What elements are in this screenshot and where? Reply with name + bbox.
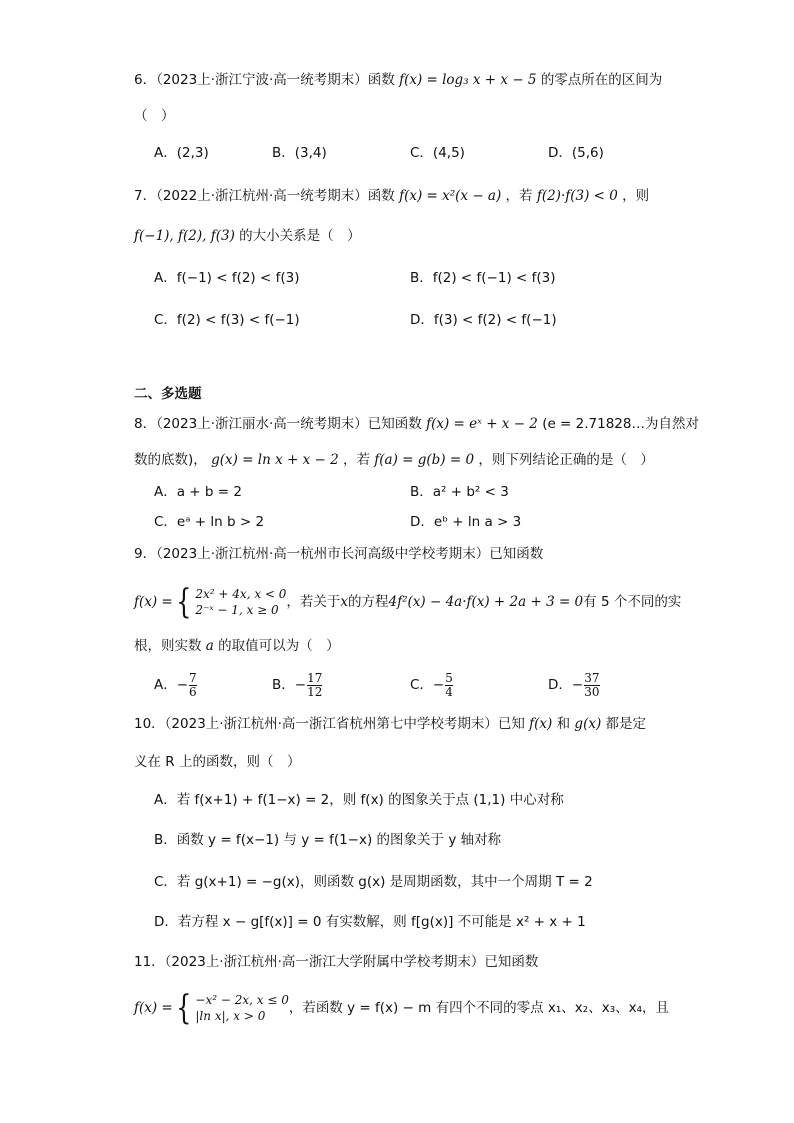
q9-var-a: a <box>205 638 214 654</box>
q9-line2 <box>134 582 681 622</box>
q9-option-a-num: 7 <box>189 670 197 685</box>
q9-option-a <box>154 668 198 702</box>
q11-brace: { <box>175 988 192 1028</box>
q9-case1: 2x² + 4x, x < 0 <box>195 587 287 601</box>
q9-mid2: 的方程 <box>348 594 389 610</box>
q11-tail: ，若函数 y = f(x) − m 有四个不同的零点 x₁、x₂、x₃、x₄，且 <box>288 1000 670 1016</box>
q10-f: f(x) <box>529 716 553 732</box>
q8-note: (e = 2.71828…为自然对 <box>542 416 699 432</box>
q9-tail: 有 5 个不同的实 <box>583 594 682 610</box>
q10-option-b: B．函数 y = f(x−1) 与 y = f(1−x) 的图象关于 y 轴对称 <box>154 832 502 848</box>
q7-option-a: A．f(−1) < f(2) < f(3) <box>154 270 300 286</box>
q8-line2-post: ，则下列结论正确的是（ ） <box>478 452 654 468</box>
q9-stem: 9．（2023上·浙江杭州·高一杭州市长河高级中学校考期末）已知函数 <box>134 546 544 562</box>
q10-tail: 都是定 <box>605 716 647 732</box>
q11-line2 <box>134 988 669 1028</box>
q7-option-c: C．f(2) < f(3) < f(−1) <box>154 312 300 328</box>
q9-option-a-den: 6 <box>189 684 197 699</box>
q7-line2-formula: f(−1), f(2), f(3) <box>134 228 235 244</box>
q10-option-d: D．若方程 x − g[f(x)] = 0 有实数解，则 f[g(x)] 不可能是 x² + x + 1 <box>154 914 586 930</box>
q11-case1: −x² − 2x, x ≤ 0 <box>195 993 289 1007</box>
q9-brace: { <box>175 582 192 622</box>
q6-option-a: A．(2,3) <box>154 145 209 161</box>
q11-f-label: f(x) = <box>134 1000 173 1016</box>
q9-cases <box>195 586 286 618</box>
q10-and: 和 <box>556 716 571 732</box>
q9-option-b-label: B．− <box>272 677 307 693</box>
q6-option-c: C．(4,5) <box>410 145 465 161</box>
q9-option-a-label: A．− <box>154 677 189 693</box>
q8-option-b: B．a² + b² < 3 <box>410 484 509 500</box>
q8-g-formula: g(x) = ln x + x − 2 <box>211 452 339 468</box>
q8-stem: 8．（2023上·浙江丽水·高一统考期末）已知函数 <box>134 416 422 432</box>
q9-line3 <box>134 636 340 656</box>
q8-line2-pre: 数的底数)， <box>134 452 207 468</box>
q9-option-b-num: 17 <box>307 670 323 685</box>
q9-option-d-fraction <box>584 672 599 699</box>
q9-option-a-fraction <box>189 672 197 699</box>
q11-stem: 11．（2023上·浙江杭州·高一浙江大学附属中学校考期末）已知函数 <box>134 954 539 970</box>
q9-option-d-num: 37 <box>584 670 600 685</box>
q8-stem-line <box>134 414 699 434</box>
q6-tail: 的零点所在的区间为 <box>540 72 663 88</box>
q9-equation: 4f²(x) − 4a·f(x) + 2a + 3 = 0 <box>388 594 584 610</box>
q11-case2: |ln x|, x > 0 <box>195 1009 266 1023</box>
q6-formula: f(x) = log₃ x + x − 5 <box>399 72 537 88</box>
q9-option-d-label: D．− <box>548 677 584 693</box>
q9-case2: 2⁻ˣ − 1, x ≥ 0 <box>195 603 279 617</box>
q8-formula: f(x) = eˣ + x − 2 <box>426 416 538 432</box>
q6-paren: （ ） <box>134 108 175 124</box>
q9-option-c-fraction <box>445 672 453 699</box>
q9-line3-tail: 的取值可以为（ ） <box>218 638 340 654</box>
q9-line3-text: 根，则实数 <box>134 638 202 654</box>
q9-f-label: f(x) = <box>134 594 173 610</box>
section-title: 二、多选题 <box>134 386 202 402</box>
q9-option-b-fraction <box>307 672 322 699</box>
q10-g: g(x) <box>574 716 602 732</box>
q9-option-c <box>410 668 454 702</box>
q7-formula: f(x) = x²(x − a) <box>399 188 502 204</box>
q7-stem-line <box>134 186 649 206</box>
q9-var: x <box>340 594 349 610</box>
q9-option-b-den: 12 <box>307 684 323 699</box>
q6-option-d: D．(5,6) <box>548 145 604 161</box>
q10-stem-line <box>134 714 646 734</box>
q8-cond: f(a) = g(b) = 0 <box>374 452 475 468</box>
q10-option-a: A．若 f(x+1) + f(1−x) = 2，则 f(x) 的图象关于点 (1,1) 中心对称 <box>154 792 564 808</box>
q8-line2 <box>134 450 654 470</box>
q8-line2-mid: ，若 <box>342 452 370 468</box>
q7-option-b: B．f(2) < f(−1) < f(3) <box>410 270 556 286</box>
q8-option-c: C．eᵃ + ln b > 2 <box>154 514 265 530</box>
q9-option-d-den: 30 <box>584 684 600 699</box>
q6-stem: 6．（2023上·浙江宁波·高一统考期末）函数 <box>134 72 395 88</box>
q7-line2 <box>134 226 361 246</box>
q9-option-c-num: 5 <box>445 670 453 685</box>
q8-option-d: D．eᵇ + ln a > 3 <box>410 514 522 530</box>
q9-option-b <box>272 668 323 702</box>
q7-cond-pre: ，若 <box>505 188 533 204</box>
q9-option-c-label: C．− <box>410 677 445 693</box>
q7-cond-post: ，则 <box>622 188 650 204</box>
q11-piecewise <box>173 988 289 1028</box>
q7-line2-text: 的大小关系是（ ） <box>239 228 361 244</box>
q7-stem: 7．（2022上·浙江杭州·高一统考期末）函数 <box>134 188 395 204</box>
q7-option-d: D．f(3) < f(2) < f(−1) <box>410 312 557 328</box>
q6-option-b: B．(3,4) <box>272 145 327 161</box>
q9-mid: ，若关于 <box>286 594 341 610</box>
q10-line2: 义在 R 上的函数，则（ ） <box>134 754 301 770</box>
q9-option-d <box>548 668 601 702</box>
q10-option-c: C．若 g(x+1) = −g(x)，则函数 g(x) 是周期函数，其中一个周期 T = 2 <box>154 874 593 890</box>
q9-option-c-den: 4 <box>445 684 453 699</box>
q11-cases <box>195 992 288 1024</box>
q8-option-a: A．a + b = 2 <box>154 484 242 500</box>
q7-cond: f(2)·f(3) < 0 <box>536 188 618 204</box>
q9-piecewise <box>173 582 287 622</box>
q10-stem: 10．（2023上·浙江杭州·高一浙江省杭州第七中学校考期末）已知 <box>134 716 525 732</box>
q6-stem-line <box>134 70 662 90</box>
